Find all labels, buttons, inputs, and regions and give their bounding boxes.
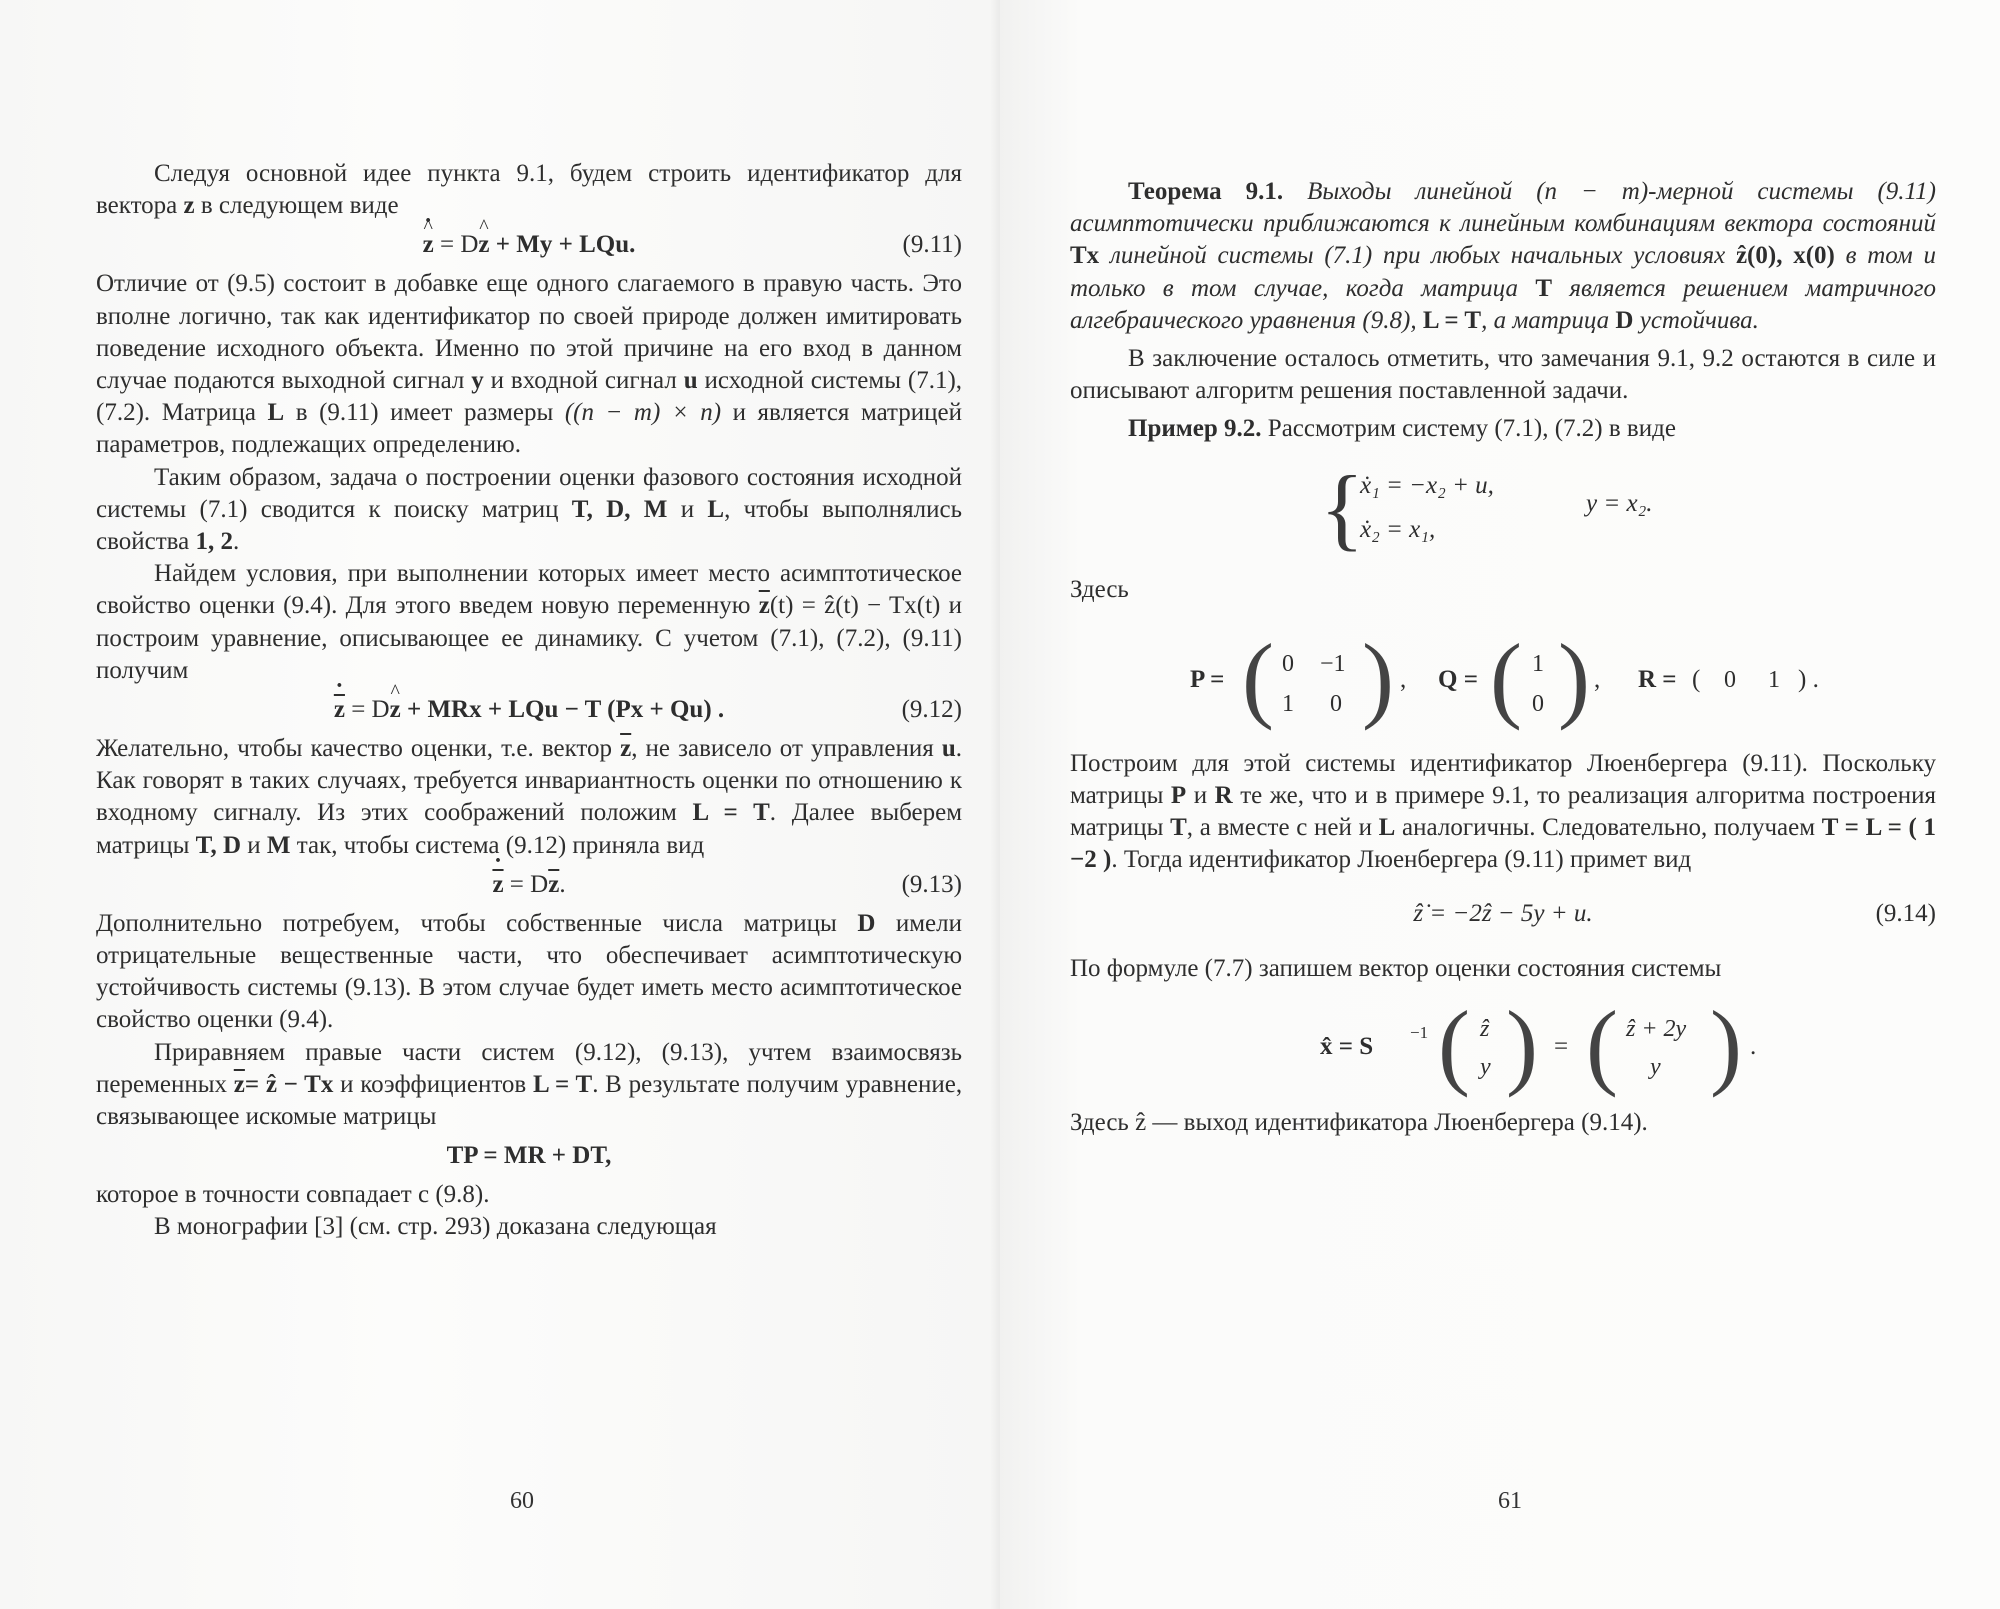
paragraph: В монографии [3] (см. стр. 293) доказана следующая (154, 1213, 717, 1241)
paragraph: По формуле (7.7) запишем вектор оценки состояния системы (1070, 954, 1722, 982)
paragraph: В заключение осталось отметить, что замечания 9.1, 9.2 остаются в силе и описывают алгоритм решения поставленной задачи. (1070, 345, 1936, 405)
equation-9-11: ^ z . = D^ z + My + LQu. (9.11) (96, 228, 962, 262)
equation-tp: TP = MR + DT, (446, 1142, 612, 1170)
paragraph: Здесь ẑ — выход идентификатора Люенбергера (9.14). (1070, 1108, 1648, 1136)
theorem-label: Теорема 9.1. (1128, 178, 1284, 205)
paragraph: Приравняем правые части систем (9.12), (9.13), учтем взаимосвязь переменных $\overline{z}=$ ẑ − Tx и коэффициентов L = T. В результате получим уравнение, связывающее искомые матрицы (96, 1038, 963, 1131)
right-page (1000, 0, 2000, 1609)
system-line-1: ẋ₁ = −x₂ + u, (1360, 471, 1494, 499)
system-line-2: ẋ₂ = x₁, (1360, 515, 1436, 543)
page-number: 60 (510, 1488, 534, 1514)
matrix-P: P = ( 0 −1 1 0 ) , (1190, 623, 1407, 731)
example: Пример 9.2. Рассмотрим систему (7.1), (7.2) в виде (1128, 415, 1676, 443)
equation-9-14: ẑ̇ = −2ẑ − 5y + u. (9.14) (1070, 897, 1936, 931)
left-text-column (96, 158, 962, 1244)
matrices-row (1070, 623, 1936, 736)
equation-number: (9.13) (901, 870, 962, 898)
theorem: Теорема 9.1. Выходы линейной (n − m)-мерной системы (9.11) асимптотически приближаются к линейным комбинациям вектора состояний Tx линейной системы (7.1) при любых начальных условиях ẑ(0), x(0) в том и только в том случае, когда матрица T является решением матричного алгебраического уравнения (9.8), L = T, а матрица D устойчива. (1070, 178, 1937, 334)
left-brace: { (1320, 456, 1365, 559)
equation-number: (9.12) (901, 696, 962, 724)
system-of-equations (1070, 456, 1936, 564)
paragraph: Отличие от (9.5) состоит в добавке еще одного слагаемого в правую часть. Это вполне логично, так как идентификатор по своей природе должен имитировать поведение исходного объекта. Именно по этой причине на его вход в данном случае подаются выходной сигнал y и входной сигнал u исходной системы (7.1), (7.2). Матрица L в (9.11) имеет размеры ((n − m) × n) и является матрицей параметров, подлежащих определению. (96, 270, 963, 459)
paragraph: Желательно, чтобы качество оценки, т.е. вектор $\overline{z}$, не зависело от управления u. Как говорят в таких случаях, требуется инвариантность оценки по отношению к входному сигналу. Из этих соображений положим L = T. Далее выберем матрицы T, D и M так, чтобы система (9.12) приняла вид (96, 735, 963, 859)
matrix-Q: Q = ( 1 0 ) , (1438, 623, 1601, 731)
paragraph: Построим для этой системы идентификатор Люенбергера (9.11). Поскольку матрицы P и R те же, что и в примере 9.1, то реализация алгоритма построения матрицы T, а вместе с ней и L аналогичны. Следовательно, получаем T = L = ( 1 −2 ). Тогда идентификатор Люенбергера (9.11) примет вид (1070, 749, 1937, 874)
estimate-formula: x̂ = S −1 ( ẑ y ) = ( ẑ + 2y y ) . (1320, 990, 1757, 1098)
matrix-R: R = ( 0 1 ) . (1638, 665, 1819, 693)
paragraph: Следуя основной идее пункта 9.1, будем строить идентификатор для вектора z в следующем виде (96, 160, 962, 220)
equation-9-12: $\overline{z}$ . = D^ z + MRx + LQu − T (Px + Qu) . (9.12) (96, 693, 962, 727)
system-output: y = x₂. (1586, 489, 1653, 517)
paragraph: Здесь (1070, 575, 1129, 603)
paragraph: Найдем условия, при выполнении которых имеет место асимптотическое свойство оценки (9.4). Для этого введем новую переменную $\overline{z}(t)$ = ẑ(t) − Tx(t) и построим уравнение, описывающее ее динамику. С учетом (7.1), (7.2), (9.11) получим (96, 560, 963, 684)
paragraph: Дополнительно потребуем, чтобы собственные числа матрицы D имели отрицательные вещественные части, что обеспечивает асимптотическую устойчивость системы (9.13). В этом случае будет иметь место асимптотическое свойство оценки (9.4). (96, 909, 963, 1034)
example-label: Пример 9.2. (1128, 415, 1262, 443)
paragraph: которое в точности совпадает с (9.8). (96, 1181, 490, 1209)
right-text-column (1070, 176, 1936, 1139)
page-number: 61 (1498, 1488, 1522, 1514)
equation-number: (9.11) (902, 231, 962, 259)
equation-number: (9.14) (1875, 899, 1936, 927)
paragraph: Таким образом, задача о построении оценки фазового состояния исходной системы (7.1) сводится к поиску матриц T, D, M и L, чтобы выполнялись свойства 1, 2. (96, 463, 962, 556)
equation-9-13: $\overline{z}$ . = $D\overline{z}$. (9.13) (96, 868, 962, 902)
